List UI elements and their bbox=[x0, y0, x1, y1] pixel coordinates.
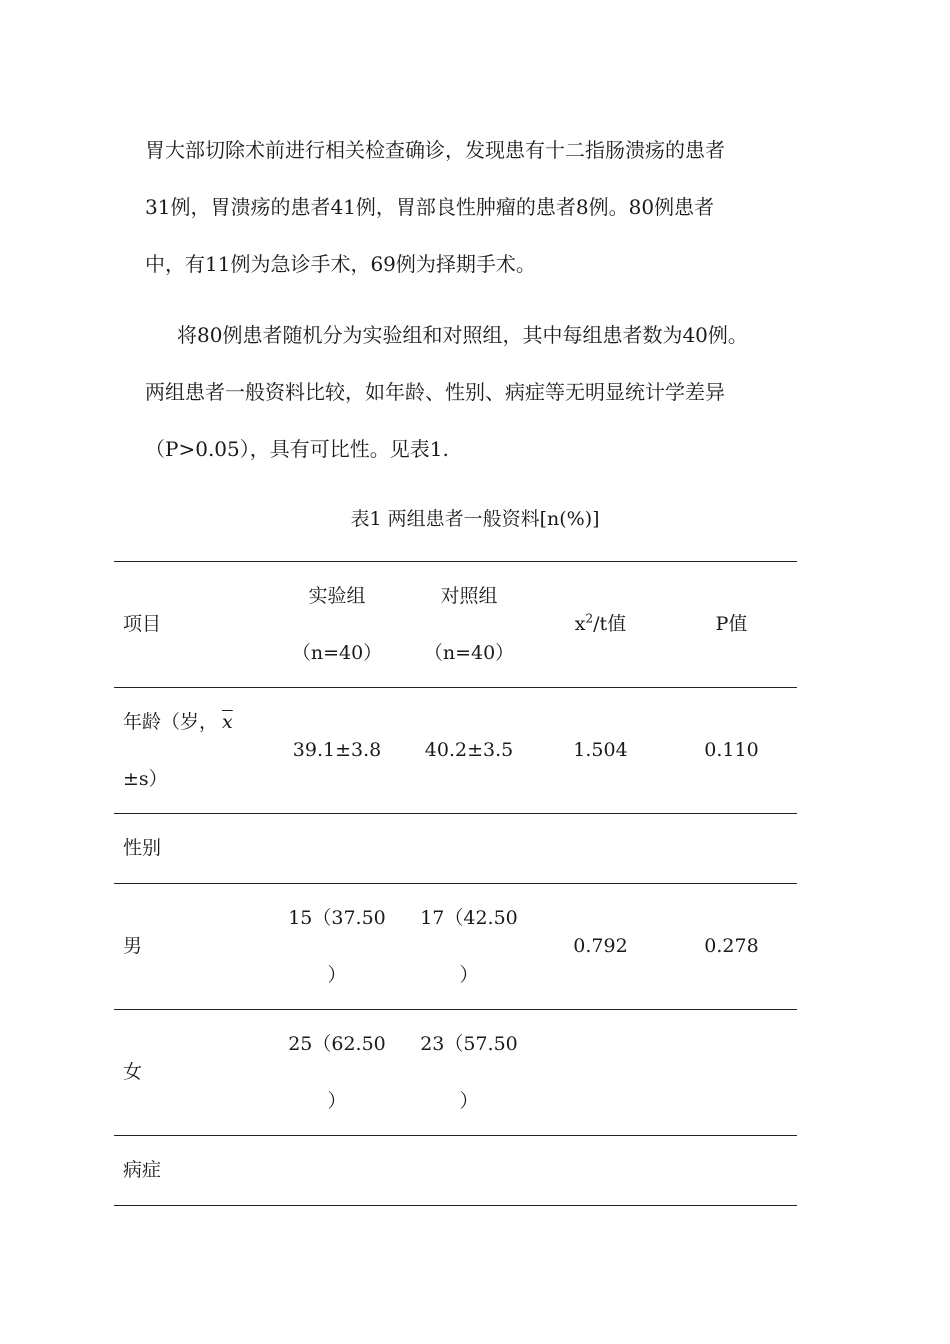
xbar-symbol: $\overline{x}$ bbox=[222, 710, 233, 733]
empty-cell bbox=[403, 1136, 535, 1206]
empty-cell bbox=[535, 1136, 666, 1206]
empty-cell bbox=[535, 814, 666, 884]
cell-male-ctrl-line1: 17（42.50 bbox=[420, 906, 518, 929]
header-p: P值 bbox=[715, 613, 748, 635]
cell-male-ctrl-line2: ） bbox=[459, 963, 479, 986]
header-exp-label: 实验组 bbox=[308, 584, 366, 607]
cell-male-p: 0.278 bbox=[704, 935, 759, 957]
empty-cell bbox=[666, 814, 797, 884]
row-label-sex: 性别 bbox=[123, 837, 162, 859]
empty-cell bbox=[666, 1136, 797, 1206]
cell-female-exp-line1: 25（62.50 bbox=[288, 1032, 386, 1055]
cell-male-exp-line2: ） bbox=[327, 963, 347, 986]
cell-age-exp: 39.1±3.8 bbox=[292, 739, 382, 761]
paragraph-patient-diagnosis bbox=[145, 122, 825, 293]
cell-female-ctrl bbox=[403, 1010, 535, 1136]
header-stat-suffix: /t值 bbox=[593, 613, 627, 635]
table-caption: 表1 两组患者一般资料[n(%)] bbox=[350, 508, 600, 530]
header-stat-prefix: x bbox=[574, 613, 586, 635]
paragraph-line: 中，有11例为急诊手术，69例为择期手术。 bbox=[145, 252, 536, 276]
paragraph-line: 胃大部切除术前进行相关检查确诊，发现患有十二指肠溃疡的患者 bbox=[145, 138, 725, 162]
empty-cell bbox=[271, 1136, 403, 1206]
header-ctrl-label: 对照组 bbox=[440, 584, 498, 607]
row-label-female: 女 bbox=[123, 1061, 143, 1083]
table-header-row bbox=[114, 562, 797, 688]
empty-cell bbox=[666, 1010, 797, 1136]
row-label-male: 男 bbox=[123, 935, 143, 957]
header-ctrl-group bbox=[403, 562, 535, 688]
age-label-part1: 年龄（岁， bbox=[123, 710, 219, 733]
empty-cell bbox=[535, 1010, 666, 1136]
cell-age-p: 0.110 bbox=[704, 739, 759, 761]
paragraph-line: （P>0.05），具有可比性。见表1. bbox=[145, 437, 449, 461]
empty-cell bbox=[271, 814, 403, 884]
cell-male-exp bbox=[271, 884, 403, 1010]
cell-age-ctrl: 40.2±3.5 bbox=[424, 739, 514, 761]
header-item: 项目 bbox=[123, 613, 162, 635]
age-label-part2: ±s） bbox=[123, 767, 168, 790]
row-label-disease: 病症 bbox=[123, 1159, 162, 1181]
cell-male-ctrl bbox=[403, 884, 535, 1010]
table-row-disease bbox=[114, 1136, 797, 1206]
empty-cell bbox=[403, 814, 535, 884]
cell-female-ctrl-line1: 23（57.50 bbox=[420, 1032, 518, 1055]
header-ctrl-n: （n=40） bbox=[423, 641, 515, 664]
header-exp-n: （n=40） bbox=[291, 641, 383, 664]
paragraph-grouping bbox=[145, 307, 825, 478]
cell-female-exp bbox=[271, 1010, 403, 1136]
header-stat-sup: 2 bbox=[585, 611, 594, 626]
table-row-sex bbox=[114, 814, 797, 884]
paragraph-line: 将80例患者随机分为实验组和对照组，其中每组患者数为40例。 bbox=[177, 323, 748, 347]
header-exp-group bbox=[271, 562, 403, 688]
table-row-male bbox=[114, 884, 797, 1010]
paragraph-line: 两组患者一般资料比较，如年龄、性别、病症等无明显统计学差异 bbox=[145, 380, 725, 404]
general-data-table bbox=[114, 561, 797, 1206]
header-stat bbox=[535, 562, 666, 688]
cell-female-exp-line2: ） bbox=[327, 1089, 347, 1112]
row-label-age bbox=[114, 688, 271, 814]
cell-female-ctrl-line2: ） bbox=[459, 1089, 479, 1112]
paragraph-line: 31例，胃溃疡的患者41例，胃部良性肿瘤的患者8例。80例患者 bbox=[145, 195, 715, 219]
cell-male-stat: 0.792 bbox=[573, 935, 628, 957]
cell-age-stat: 1.504 bbox=[573, 739, 628, 761]
cell-male-exp-line1: 15（37.50 bbox=[288, 906, 386, 929]
table-row-age bbox=[114, 688, 797, 814]
table-row-female bbox=[114, 1010, 797, 1136]
